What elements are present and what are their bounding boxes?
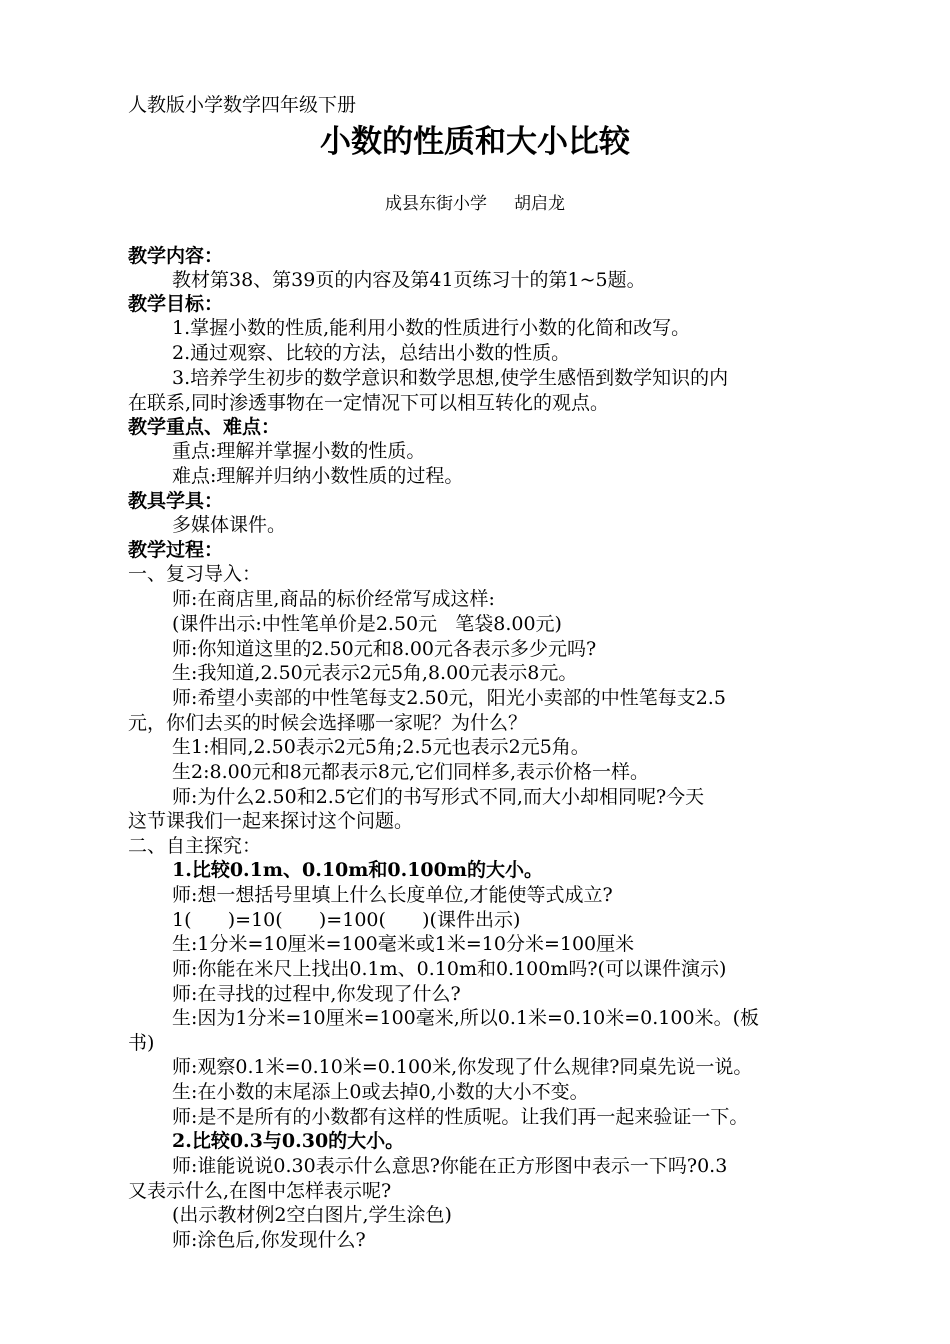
paragraph-line: 3.培养学生初步的数学意识和数学思想,使学生感悟到数学知识的内: [172, 367, 729, 389]
paragraph-line: 师:希望小卖部的中性笔每支2.50元，阳光小卖部的中性笔每支2.5: [172, 687, 726, 709]
paragraph-line: 师:是不是所有的小数都有这样的性质呢。让我们再一起来验证一下。: [172, 1106, 749, 1128]
paragraph-line: 1.掌握小数的性质,能利用小数的性质进行小数的化简和改写。: [172, 317, 691, 339]
paragraph-line: 生:1分米=10厘米=100毫米或1米=10分米=100厘米: [172, 933, 635, 955]
paragraph-line: 1( )=10( )=100( )(课件出示): [172, 909, 521, 931]
heading-tools: 教具学具：: [128, 490, 224, 512]
series-label: 人教版小学数学四年级下册: [128, 94, 357, 116]
page-title: 小数的性质和大小比较: [320, 124, 630, 160]
paragraph-line: 教材第38、第39页的内容及第41页练习十的第1~5题。: [172, 269, 646, 291]
paragraph-line: 书): [128, 1032, 155, 1054]
paragraph-line: 师:为什么2.50和2.5它们的书写形式不同,而大小却相同呢?今天: [172, 786, 705, 808]
paragraph-line: 2.通过观察、比较的方法，总结出小数的性质。: [172, 342, 571, 364]
heading-key-points: 教学重点、难点：: [128, 416, 281, 438]
author-line: 成县东街小学 胡启龙: [384, 194, 566, 214]
subheading: 2.比较0.3与0.30的大小。: [172, 1130, 405, 1152]
paragraph-line: 又表示什么,在图中怎样表示呢?: [128, 1180, 392, 1202]
paragraph-line: 生:因为1分米=10厘米=100毫米,所以0.1米=0.10米=0.100米。(板: [172, 1007, 759, 1029]
paragraph-line: 生2:8.00元和8元都表示8元,它们同样多,表示价格一样。: [172, 761, 650, 783]
paragraph-line: 难点:理解并归纳小数性质的过程。: [172, 465, 464, 487]
subheading: 1.比较0.1m、0.10m和0.100m的大小。: [172, 859, 543, 881]
paragraph-line: 师:在寻找的过程中,你发现了什么?: [172, 983, 461, 1005]
paragraph-line: 这节课我们一起来探讨这个问题。: [128, 810, 414, 832]
paragraph-line: 师:你知道这里的2.50元和8.00元各表示多少元吗?: [172, 638, 597, 660]
section-heading: 一、复习导入：: [128, 563, 262, 585]
paragraph-line: 师:在商店里,商品的标价经常写成这样:: [172, 588, 495, 610]
paragraph-line: 师:你能在米尺上找出0.1m、0.10m和0.100m吗?(可以课件演示): [172, 958, 727, 980]
paragraph-line: 在联系,同时渗透事物在一定情况下可以相互转化的观点。: [128, 392, 610, 414]
paragraph-line: 多媒体课件。: [172, 514, 287, 536]
paragraph-line: 生:在小数的末尾添上0或去掉0,小数的大小不变。: [172, 1081, 589, 1103]
paragraph-line: (出示教材例2空白图片,学生涂色): [172, 1204, 452, 1226]
paragraph-line: (课件出示:中性笔单价是2.50元 笔袋8.00元): [172, 613, 562, 635]
paragraph-line: 师:想一想括号里填上什么长度单位,才能使等式成立?: [172, 884, 613, 906]
paragraph-line: 师:谁能说说0.30表示什么意思?你能在正方形图中表示一下吗?0.3: [172, 1155, 728, 1177]
section-heading: 二、自主探究：: [128, 835, 262, 857]
paragraph-line: 师:观察0.1米=0.10米=0.100米,你发现了什么规律?同桌先说一说。: [172, 1056, 753, 1078]
paragraph-line: 师:涂色后,你发现什么?: [172, 1229, 366, 1251]
paragraph-line: 重点:理解并掌握小数的性质。: [172, 440, 426, 462]
heading-content: 教学内容：: [128, 245, 224, 267]
paragraph-line: 生:我知道,2.50元表示2元5角,8.00元表示8元。: [172, 662, 578, 684]
heading-goals: 教学目标：: [128, 293, 224, 315]
paragraph-line: 生1:相同,2.50表示2元5角;2.5元也表示2元5角。: [172, 736, 590, 758]
heading-process: 教学过程：: [128, 539, 224, 561]
paragraph-line: 元，你们去买的时候会选择哪一家呢？为什么？: [128, 712, 528, 734]
